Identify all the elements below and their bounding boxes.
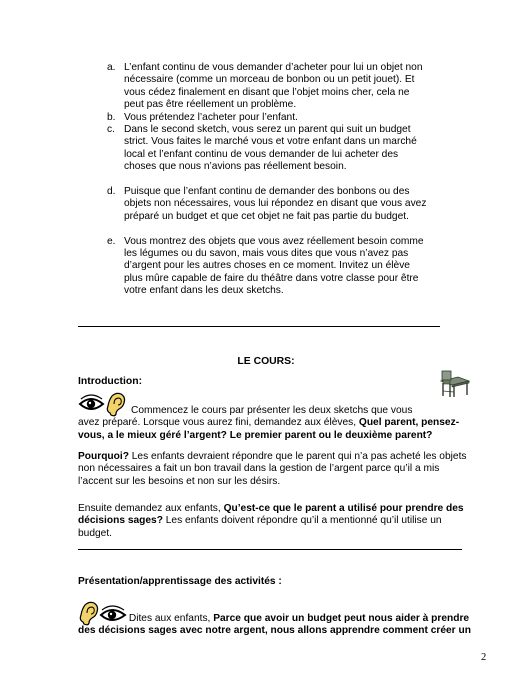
list-marker: e. <box>107 235 116 247</box>
ensuite-paragraph <box>78 503 478 540</box>
presentation-heading <box>78 576 478 588</box>
introduction-label: Introduction: <box>78 376 143 387</box>
list-marker: d. <box>107 186 116 198</box>
page-number: 2 <box>481 652 487 663</box>
list-item-line: objets non nécessaires, vous lui répondez en disant que vous avez <box>124 198 427 210</box>
presentation-line-1-text: Dites aux enfants, <box>126 613 214 624</box>
presentation-bold-part-1: Parce que avoir un budget peut nous aider à prendre <box>213 613 470 624</box>
list-marker: c. <box>107 124 115 136</box>
presentation-heading-text: Présentation/apprentissage des activités : <box>78 576 282 587</box>
list-item <box>107 236 447 298</box>
presentation-bold-part-2: des décisions sages avec notre argent, nous allons apprendre comment créer un <box>78 625 471 637</box>
list-spacer <box>107 223 447 235</box>
pourquoi-line-3: l’accent sur les besoins et non sur les désirs. <box>78 475 281 487</box>
intro-question-part-2: vous, a le mieux géré l’argent? Le premier parent ou le deuxième parent? <box>78 429 433 441</box>
ensuite-line-3: budget. <box>78 527 112 539</box>
list-item-text <box>124 112 447 124</box>
activity-list <box>107 62 447 298</box>
intro-line-1: Commencez le cours par présenter les deux sketchs que vous <box>131 405 413 416</box>
intro-paragraph <box>78 405 478 442</box>
list-item-line: nécessaire (comme un morceau de bonbon ou un petit jouet). Et <box>124 74 415 86</box>
section-divider-bottom <box>78 549 462 550</box>
section-divider-top <box>78 326 440 327</box>
presentation-paragraph <box>78 613 478 638</box>
list-item-line: local et l’enfant continu de vous demander de lui acheter des <box>124 148 399 160</box>
list-item-line: plus mûre capable de faire du théâtre dans votre classe pour être <box>124 272 419 284</box>
list-marker: b. <box>107 111 116 123</box>
pourquoi-line-1: Les enfants devraient répondre que le parent qui n’a pas acheté les objets <box>128 451 467 462</box>
list-item-text <box>124 236 447 298</box>
list-item <box>107 62 447 112</box>
list-item-text <box>124 62 447 112</box>
list-item-line: choses que nous n’avions pas réellement besoin. <box>124 161 347 173</box>
school-desk-icon <box>438 369 472 399</box>
ensuite-question-part-2: décisions sages? <box>78 515 163 527</box>
pourquoi-label: Pourquoi? <box>78 451 129 462</box>
list-item-line: Vous prétendez l’acheter pour l’enfant. <box>124 111 298 123</box>
ensuite-line-1-text: Ensuite demandez aux enfants, <box>78 503 224 514</box>
list-item <box>107 124 447 174</box>
pourquoi-paragraph <box>78 451 478 488</box>
list-item-text <box>124 186 447 223</box>
ensuite-line-2-text: Les enfants doivent répondre qu’il a mentionné qu’il utilise un <box>162 515 442 527</box>
list-marker: a. <box>107 62 116 73</box>
list-item-line: Puisque que l’enfant continu de demander des bonbons ou des <box>124 186 410 198</box>
list-item-line: strict. Vous faites le marché vous et votre enfant dans un marché <box>124 136 417 148</box>
list-item <box>107 112 447 124</box>
list-item-line: L’enfant continu de vous demander d’acheter pour lui un objet non <box>124 62 423 73</box>
list-item-line: peut pas être réellement un problème. <box>124 99 297 111</box>
intro-line-2-text: avez préparé. Lorsque vous aurez fini, demandez aux élèves, <box>78 417 359 429</box>
list-item <box>107 186 447 223</box>
pourquoi-line-2: non nécessaires a fait un bon travail dans la gestion de l’argent parce qu’il a mis <box>78 463 440 475</box>
list-item-line: Vous montrez des objets que vous avez réellement besoin comme <box>124 235 424 247</box>
list-item-line: préparé un budget et que cet objet ne fait pas partie du budget. <box>124 210 409 222</box>
list-spacer <box>107 174 447 186</box>
list-item-line: Dans le second sketch, vous serez un parent qui suit un budget <box>124 124 411 136</box>
list-item-line: votre enfant dans les deux sketchs. <box>124 285 284 297</box>
ensuite-question-part-1: Qu’est-ce que le parent a utilisé pour prendre des <box>223 503 464 514</box>
list-item-line: d’argent pour les autres choses en ce moment. Invitez un élève <box>124 260 410 272</box>
list-item-line: les légumes ou du savon, mais vous dites que vous n’avez pas <box>124 248 409 260</box>
heading-le-cours: LE COURS: <box>237 356 295 367</box>
list-item-text <box>124 124 447 174</box>
intro-question-part-1: Quel parent, pensez- <box>358 417 460 429</box>
list-item-line: vous cédez finalement en disant que l’objet moins cher, cela ne <box>124 86 410 98</box>
